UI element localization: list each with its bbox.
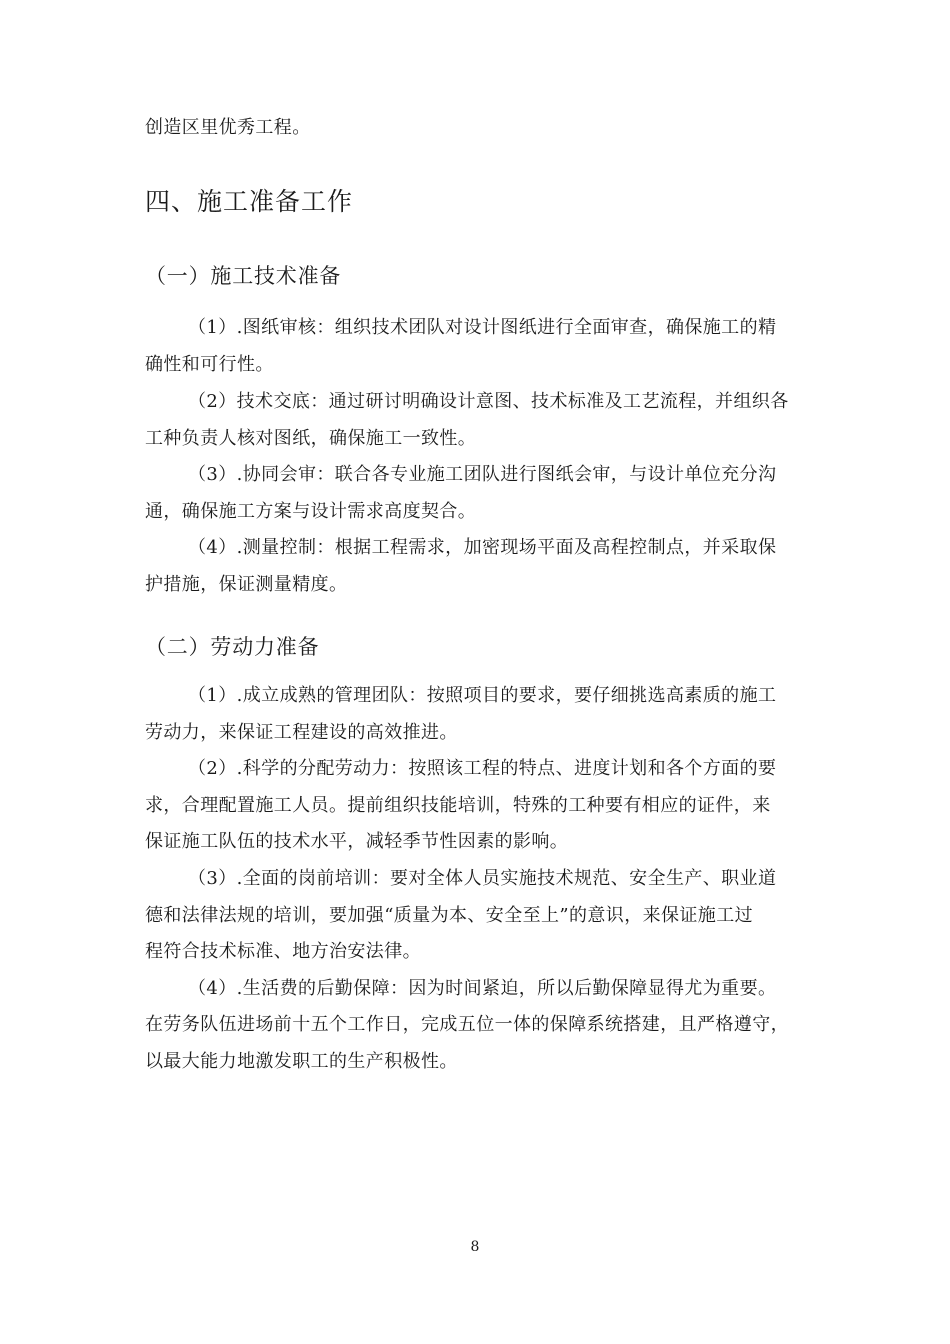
- page-number: 8: [470, 1239, 480, 1255]
- paragraph-line: （2）.科学的分配劳动力：按照该工程的特点、进度计划和各个方面的要: [188, 758, 777, 779]
- paragraph-line: 通，确保施工方案与设计需求高度契合。: [145, 501, 477, 522]
- paragraph-line: 保证施工队伍的技术水平，减轻季节性因素的影响。: [145, 831, 569, 852]
- paragraph-line: 在劳务队伍进场前十五个工作日，完成五位一体的保障系统搭建，且严格遵守，: [145, 1014, 789, 1035]
- paragraph-line: 以最大能力地激发职工的生产积极性。: [145, 1051, 458, 1072]
- section-heading: 四、施工准备工作: [145, 187, 354, 216]
- paragraph-line: （3）.协同会审：联合各专业施工团队进行图纸会审，与设计单位充分沟: [188, 464, 777, 485]
- paragraph-line: （4）.生活费的后勤保障：因为时间紧迫，所以后勤保障显得尤为重要。: [188, 978, 777, 999]
- paragraph-line: （4）.测量控制：根据工程需求，加密现场平面及高程控制点，并采取保: [188, 537, 777, 558]
- paragraph-line: （1）.成立成熟的管理团队：按照项目的要求，要仔细挑选高素质的施工: [188, 685, 777, 706]
- paragraph-line: 工种负责人核对图纸，确保施工一致性。: [145, 428, 477, 449]
- intro-line: 创造区里优秀工程。: [145, 117, 311, 138]
- paragraph-line: （3）.全面的岗前培训：要对全体人员实施技术规范、安全生产、职业道: [188, 868, 777, 889]
- subsection-heading-labor: （二）劳动力准备: [145, 635, 320, 659]
- paragraph-line: 劳动力，来保证工程建设的高效推进。: [145, 722, 458, 743]
- paragraph-line: 确性和可行性。: [145, 354, 274, 375]
- paragraph-line: （1）.图纸审核：组织技术团队对设计图纸进行全面审查，确保施工的精: [188, 317, 777, 338]
- paragraph-line: 德和法律法规的培训，要加强“质量为本、安全至上”的意识，来保证施工过: [145, 905, 754, 926]
- paragraph-line: 程符合技术标准、地方治安法律。: [145, 941, 421, 962]
- paragraph-line: （2）技术交底：通过研讨明确设计意图、技术标准及工艺流程，并组织各: [188, 391, 789, 412]
- subsection-heading-technical: （一）施工技术准备: [145, 264, 342, 288]
- paragraph-line: 护措施，保证测量精度。: [145, 574, 348, 595]
- paragraph-line: 求，合理配置施工人员。提前组织技能培训，特殊的工种要有相应的证件，来: [145, 795, 771, 816]
